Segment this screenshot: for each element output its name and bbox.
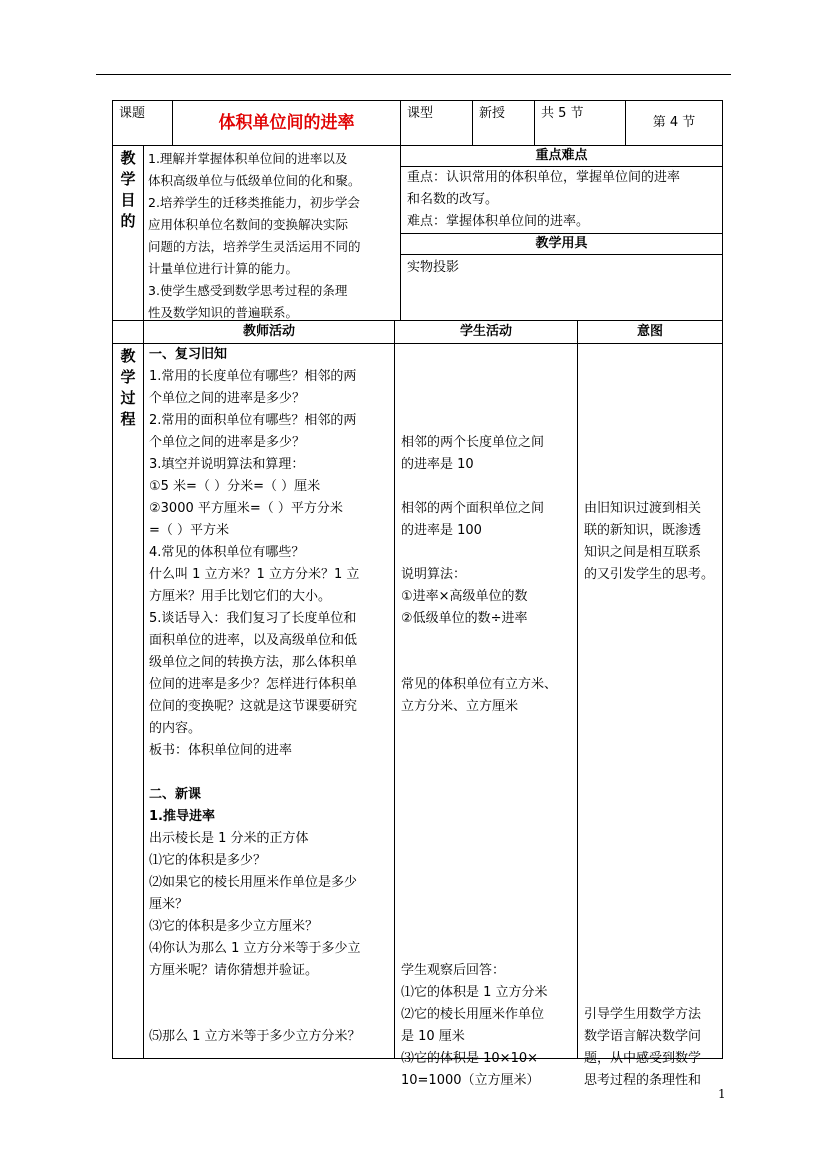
label-type: 课型	[407, 106, 434, 121]
teacher-line: 个单位之间的进率是多少？	[149, 435, 306, 450]
lesson-title: 体积单位间的进率	[218, 113, 355, 133]
teacher-activity-heading: 教师活动	[242, 324, 295, 339]
teacher-line	[149, 762, 392, 784]
intent-line	[584, 674, 721, 696]
student-activity-heading: 学生活动	[459, 324, 512, 339]
goals-label-cell	[112, 145, 144, 321]
intent-line	[584, 586, 721, 608]
key-points-line: 难点：掌握体积单位间的进率。	[407, 214, 590, 229]
teacher-line: 方厘米呢？请你猜想并验证。	[149, 963, 319, 978]
student-line	[401, 388, 575, 410]
teacher-line: 个单位之间的进率是多少？	[149, 391, 306, 406]
student-line: 常见的体积单位有立方米、	[401, 677, 558, 692]
goals-line: 3.使学生感受到数学思考过程的条理	[148, 283, 348, 298]
teacher-line: 1.推导进率	[149, 809, 215, 824]
teacher-line: 5.谈话导入：我们复习了长度单位和	[149, 611, 357, 626]
student-line: ②低级单位的数÷进率	[401, 611, 528, 626]
goals-label-char: 教	[120, 149, 136, 167]
process-label-char: 学	[120, 368, 136, 386]
process-label-cell	[112, 343, 144, 1059]
intent-line	[584, 652, 721, 674]
intent-line: 联的新知识，既渗透	[584, 523, 702, 538]
intent-line	[584, 850, 721, 872]
student-line	[401, 344, 575, 366]
lesson-type: 新授	[479, 106, 506, 121]
student-line	[401, 872, 575, 894]
student-line	[401, 828, 575, 850]
student-line	[401, 542, 575, 564]
page-number: 1	[718, 1087, 726, 1101]
intent-line	[584, 740, 721, 762]
student-line: ①进率×高级单位的数	[401, 589, 528, 604]
teacher-line: 什么叫 1 立方米？1 立方分米？1 立	[149, 567, 360, 582]
intent-line	[584, 960, 721, 982]
teacher-line: 方厘米？用手比划它们的大小。	[149, 589, 332, 604]
intent-line	[584, 916, 721, 938]
teacher-line	[149, 1004, 392, 1026]
intent-line	[584, 894, 721, 916]
key-points-line: 重点：认识常用的体积单位，掌握单位间的进率	[407, 170, 681, 185]
current-section-cell	[625, 100, 723, 146]
teacher-line: ⑴它的体积是多少？	[149, 853, 267, 868]
intent-line	[584, 828, 721, 850]
intent-line	[584, 630, 721, 652]
intent-line	[584, 696, 721, 718]
intent-line	[584, 718, 721, 740]
tools-text: 实物投影	[407, 260, 460, 275]
intent-line	[584, 410, 721, 432]
student-line: 10=1000（立方厘米）	[401, 1073, 540, 1088]
teacher-line: =（ ）平方米	[149, 523, 230, 538]
label-type-cell	[400, 100, 473, 146]
student-line: ⑶它的体积是 10×10×	[401, 1051, 539, 1066]
student-line	[401, 476, 575, 498]
intent-line	[584, 344, 721, 366]
tools-cell	[400, 254, 723, 321]
teacher-line: 3.填空并说明算法和算理：	[149, 457, 305, 472]
intent-line	[584, 366, 721, 388]
goals-line: 1.理解并掌握体积单位间的进率以及	[148, 151, 348, 166]
teacher-line: 2.常用的面积单位有哪些？相邻的两	[149, 413, 357, 428]
teacher-line: ⑷你认为那么 1 立方分米等于多少立	[149, 941, 361, 956]
teacher-line: 厘米？	[149, 897, 189, 912]
goals-line: 应用体积单位名数间的变换解决实际	[148, 217, 349, 232]
process-label-char: 程	[120, 410, 136, 428]
intent-line: 知识之间是相互联系	[584, 545, 702, 560]
intent-line: 数学语言解决数学问	[584, 1029, 702, 1044]
goals-line: 计量单位进行计算的能力。	[148, 261, 299, 276]
intent-cell	[577, 343, 723, 1088]
student-line	[401, 850, 575, 872]
intent-line	[584, 938, 721, 960]
goals-label-char: 学	[120, 170, 136, 188]
total-sections: 共 5 节	[541, 106, 584, 121]
key-points-line: 和名数的改写。	[407, 192, 499, 207]
student-line	[401, 718, 575, 740]
lesson-title-cell	[172, 100, 401, 146]
intent-line	[584, 982, 721, 1004]
teacher-line: ①5 米=（ ）分米=（ ）厘米	[149, 479, 321, 494]
teacher-activity-cell	[143, 343, 395, 1059]
teacher-line: ⑸那么 1 立方米等于多少立方分米？	[149, 1029, 361, 1044]
student-line: 是 10 厘米	[401, 1029, 465, 1044]
student-line	[401, 740, 575, 762]
intent-heading-cell	[577, 320, 723, 344]
student-line: ⑴它的体积是 1 立方分米	[401, 985, 548, 1000]
label-topic-cell	[112, 100, 173, 146]
process-label-char: 过	[120, 389, 136, 407]
goals-cell	[143, 145, 401, 321]
student-line: 的进率是 100	[401, 523, 482, 538]
teacher-line: ⑶它的体积是多少立方厘米？	[149, 919, 319, 934]
student-line: 立方分米、立方厘米	[401, 699, 519, 714]
student-line	[401, 938, 575, 960]
header-blank-cell	[112, 320, 144, 344]
intent-line: 由旧知识过渡到相关	[584, 501, 702, 516]
teacher-line: 二、新课	[149, 787, 202, 802]
process-label-char: 教	[120, 347, 136, 365]
teacher-line	[149, 982, 392, 1004]
student-line: 说明算法：	[401, 567, 467, 582]
teacher-line: 板书：体积单位间的进率	[149, 743, 293, 758]
student-line	[401, 916, 575, 938]
intent-line	[584, 784, 721, 806]
goals-line: 2.培养学生的迁移类推能力，初步学会	[148, 195, 360, 210]
intent-heading: 意图	[636, 324, 663, 339]
intent-line: 的又引发学生的思考。	[584, 567, 715, 582]
teacher-line: 1.常用的长度单位有哪些？相邻的两	[149, 369, 357, 384]
student-line	[401, 366, 575, 388]
tools-heading: 教学用具	[535, 236, 588, 251]
key-points-heading-cell	[400, 145, 723, 167]
student-line: ⑵它的棱长用厘米作单位	[401, 1007, 545, 1022]
student-line	[401, 806, 575, 828]
student-line	[401, 652, 575, 674]
key-points-heading: 重点难点	[535, 148, 588, 163]
teacher-line: 一、复习旧知	[149, 347, 228, 362]
student-heading-cell	[394, 320, 578, 344]
teacher-line: 位间的进率是多少？怎样进行体积单	[149, 677, 358, 692]
student-line: 相邻的两个长度单位之间	[401, 435, 545, 450]
goals-line: 问题的方法，培养学生灵活运用不同的	[148, 239, 361, 254]
current-section: 第 4 节	[652, 115, 696, 130]
intent-line	[584, 608, 721, 630]
teacher-line: 的内容。	[149, 721, 202, 736]
student-line	[401, 410, 575, 432]
goals-line: 性及数学知识的普遍联系。	[148, 305, 299, 320]
intent-line: 题，从中感受到数学	[584, 1051, 702, 1066]
student-line: 学生观察后回答：	[401, 963, 506, 978]
teacher-line: ⑵如果它的棱长用厘米作单位是多少	[149, 875, 358, 890]
student-line: 相邻的两个面积单位之间	[401, 501, 545, 516]
student-line	[401, 762, 575, 784]
student-line	[401, 630, 575, 652]
intent-line: 引导学生用数学方法	[584, 1007, 702, 1022]
student-line: 的进率是 10	[401, 457, 474, 472]
key-points-cell	[400, 166, 723, 234]
teacher-line: 级单位之间的转换方法，那么体积单	[149, 655, 358, 670]
teacher-line: 位间的变换呢？这就是这节课要研究	[149, 699, 358, 714]
student-line	[401, 784, 575, 806]
header-rule	[96, 74, 731, 75]
intent-line	[584, 454, 721, 476]
intent-line	[584, 388, 721, 410]
goals-line: 体积高级单位与低级单位间的化和聚。	[148, 173, 361, 188]
tools-heading-cell	[400, 233, 723, 255]
intent-line	[584, 872, 721, 894]
teacher-line: ②3000 平方厘米=（ ）平方分米	[149, 501, 343, 516]
teacher-line: 面积单位的进率，以及高级单位和低	[149, 633, 358, 648]
lesson-type-cell	[472, 100, 535, 146]
intent-line	[584, 762, 721, 784]
goals-label-char: 的	[120, 212, 136, 230]
teacher-line: 出示棱长是 1 分米的正方体	[149, 831, 309, 846]
intent-line	[584, 432, 721, 454]
total-sections-cell	[534, 100, 626, 146]
teacher-heading-cell	[143, 320, 395, 344]
goals-label-char: 目	[120, 191, 136, 209]
intent-line	[584, 476, 721, 498]
intent-line: 思考过程的条理性和	[584, 1073, 702, 1088]
intent-line	[584, 806, 721, 828]
teacher-line: 4.常见的体积单位有哪些？	[149, 545, 305, 560]
label-topic: 课题	[119, 106, 146, 121]
student-line	[401, 894, 575, 916]
student-activity-cell	[394, 343, 578, 1088]
